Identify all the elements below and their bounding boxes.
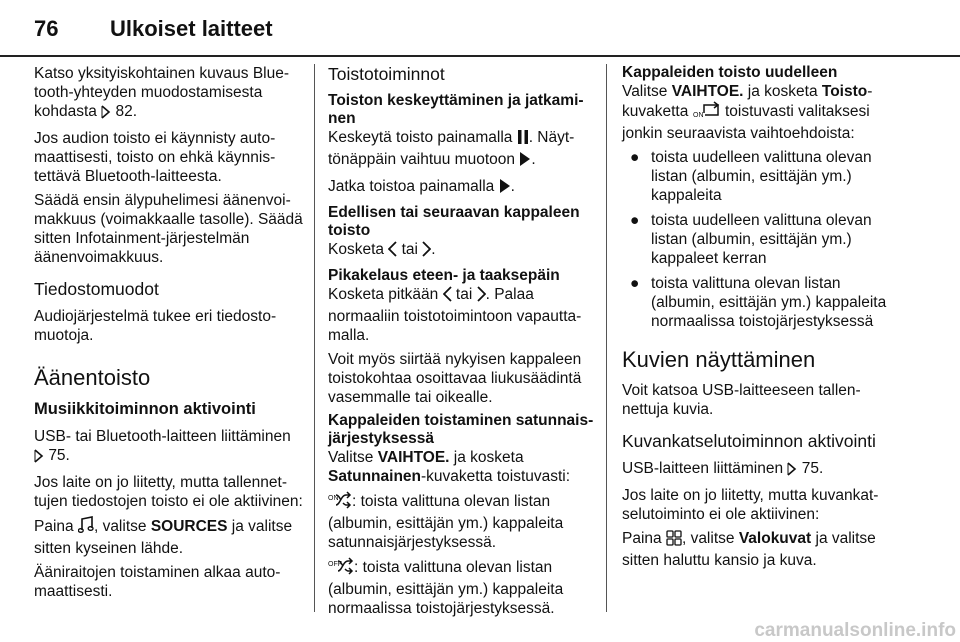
- subsection-heading: Kappaleiden toistaminen satunnaisjärjestyksessä: [328, 412, 594, 447]
- section-heading: Toistotoiminnot: [328, 64, 445, 84]
- chevron-left-icon: [388, 241, 397, 262]
- subsection-heading: Kappaleiden toisto uudelleen: [622, 64, 838, 81]
- subsection-heading: Toiston keskeyttäminen ja jatkaminen: [328, 92, 584, 127]
- paragraph: Säädä ensin älypuhelimesi äänenvoimakkuus (voimakkaalle tasolle). Säädä sitten Infotainment-järjestelmän äänenvoimakkuus.: [34, 192, 303, 266]
- page-number: 76: [34, 16, 59, 41]
- column-3: [622, 64, 892, 575]
- paragraph: Valitse VAIHTOE. ja kosketa Satunnainen-kuvaketta toistuvasti:: [328, 449, 571, 485]
- svg-text:ON: ON: [692, 112, 704, 119]
- list-item: ● toista valittuna olevan listan (albumin, esittäjän ym.) kappaleita normaalissa toistojärjestyksessä: [630, 275, 887, 330]
- reference-arrow-icon: [787, 462, 797, 481]
- paragraph: USB- tai Bluetooth-laitteen liittäminen 75.: [34, 427, 304, 468]
- chevron-right-icon: [422, 241, 431, 262]
- section-heading: Tiedostomuodot: [34, 279, 159, 299]
- paragraph: Katso yksityiskohtainen kuvaus Bluetooth-yhteyden muodostamisesta kohdasta 82.: [34, 64, 304, 124]
- list-item: ● toista uudelleen valittuna olevan listan (albumin, esittäjän ym.) kappaleet kerran: [630, 212, 872, 267]
- repeat-icon: [693, 101, 721, 124]
- reference-arrow-icon: [101, 105, 111, 124]
- paragraph: Keskeytä toisto painamalla . Näyttönäppäin vaihtuu muotoon .: [328, 128, 594, 172]
- paragraph: Voit myös siirtää nykyisen kappaleen toistokohtaa osoittavaa liukusäädintä vasemmalle tai oikealle.: [328, 351, 582, 406]
- svg-text:OFF: OFF: [328, 561, 342, 568]
- chevron-right-icon: [477, 286, 486, 307]
- pause-icon: [517, 129, 529, 150]
- paragraph: Jos laite on jo liitetty, mutta tallennettujen tiedostojen toisto ei ole aktiivinen:: [34, 474, 303, 510]
- paragraph: ON : toista valittuna olevan listan (albumin, esittäjän ym.) kappaleita satunnaisjärjestyksessä.: [328, 493, 564, 551]
- paragraph: Kosketa tai .: [328, 240, 594, 262]
- paragraph: Jatka toistoa painamalla .: [328, 177, 594, 199]
- paragraph: Paina , valitse Valokuvat ja valitse sitten haluttu kansio ja kuva.: [622, 530, 876, 569]
- svg-text:ON: ON: [328, 495, 339, 502]
- column-2: [328, 64, 594, 623]
- watermark: carmanualsonline.info: [754, 620, 956, 641]
- repeat-options-list: [622, 148, 892, 331]
- page-header: [34, 4, 960, 54]
- paragraph: Valitse VAIHTOE. ja kosketa Toisto-kuvaketta ON toistuvasti valitaksesi jonkin seuraavista vaihtoehdoista:: [622, 83, 873, 142]
- page-title: Ulkoiset laitteet: [110, 16, 273, 41]
- paragraph: USB-laitteen liittäminen 75.: [622, 459, 892, 481]
- paragraph: OFF : toista valittuna olevan listan (albumin, esittäjän ym.) kappaleita normaalissa toistojärjestyksessä.: [328, 559, 564, 617]
- paragraph: Ääniraitojen toistaminen alkaa automaattisesti.: [34, 564, 281, 600]
- column-divider: [314, 64, 315, 612]
- chevron-left-icon: [443, 286, 452, 307]
- paragraph: Kosketa pitkään tai . Palaa normaaliin toistotoimintoon vapauttamalla.: [328, 286, 582, 344]
- play-icon: [519, 151, 531, 172]
- paragraph: Jos laite on jo liitetty, mutta kuvankatselutoiminto ei ole aktiivinen:: [622, 487, 879, 523]
- column-1: [34, 64, 304, 606]
- grid-apps-icon: [666, 530, 682, 551]
- paragraph: Jos audion toisto ei käynnisty automaattisesti, toisto on ehkä käynnistettävä Bluetooth-laitteesta.: [34, 130, 276, 185]
- paragraph: Paina , valitse SOURCES ja valitse sitten kyseinen lähde.: [34, 518, 293, 557]
- paragraph: Audiojärjestelmä tukee eri tiedostomuotoja.: [34, 308, 277, 344]
- subsection-heading: Musiikkitoiminnon aktivointi: [34, 400, 256, 418]
- column-divider: [606, 64, 607, 612]
- subsection-heading: Edellisen tai seuraavan kappaleen toisto: [328, 204, 580, 239]
- chapter-heading: Äänentoisto: [34, 365, 151, 390]
- header-rule: [0, 55, 960, 57]
- shuffle-off-icon: [328, 557, 354, 580]
- play-icon: [499, 178, 511, 199]
- list-item: ● toista uudelleen valittuna olevan listan (albumin, esittäjän ym.) kappaleita: [630, 149, 872, 204]
- bullet-icon: ●: [630, 149, 640, 166]
- reference-arrow-icon: [34, 449, 44, 468]
- subsection-heading: Pikakelaus eteen- ja taaksepäin: [328, 267, 560, 284]
- paragraph: Voit katsoa USB-laitteeseen tallennettuja kuvia.: [622, 382, 861, 418]
- bullet-icon: ●: [630, 275, 640, 292]
- section-heading: Kuvankatselutoiminnon aktivointi: [622, 431, 876, 451]
- shuffle-on-icon: [328, 491, 352, 514]
- music-note-icon: [78, 516, 94, 539]
- bullet-icon: ●: [630, 212, 640, 229]
- chapter-heading: Kuvien näyttäminen: [622, 347, 816, 372]
